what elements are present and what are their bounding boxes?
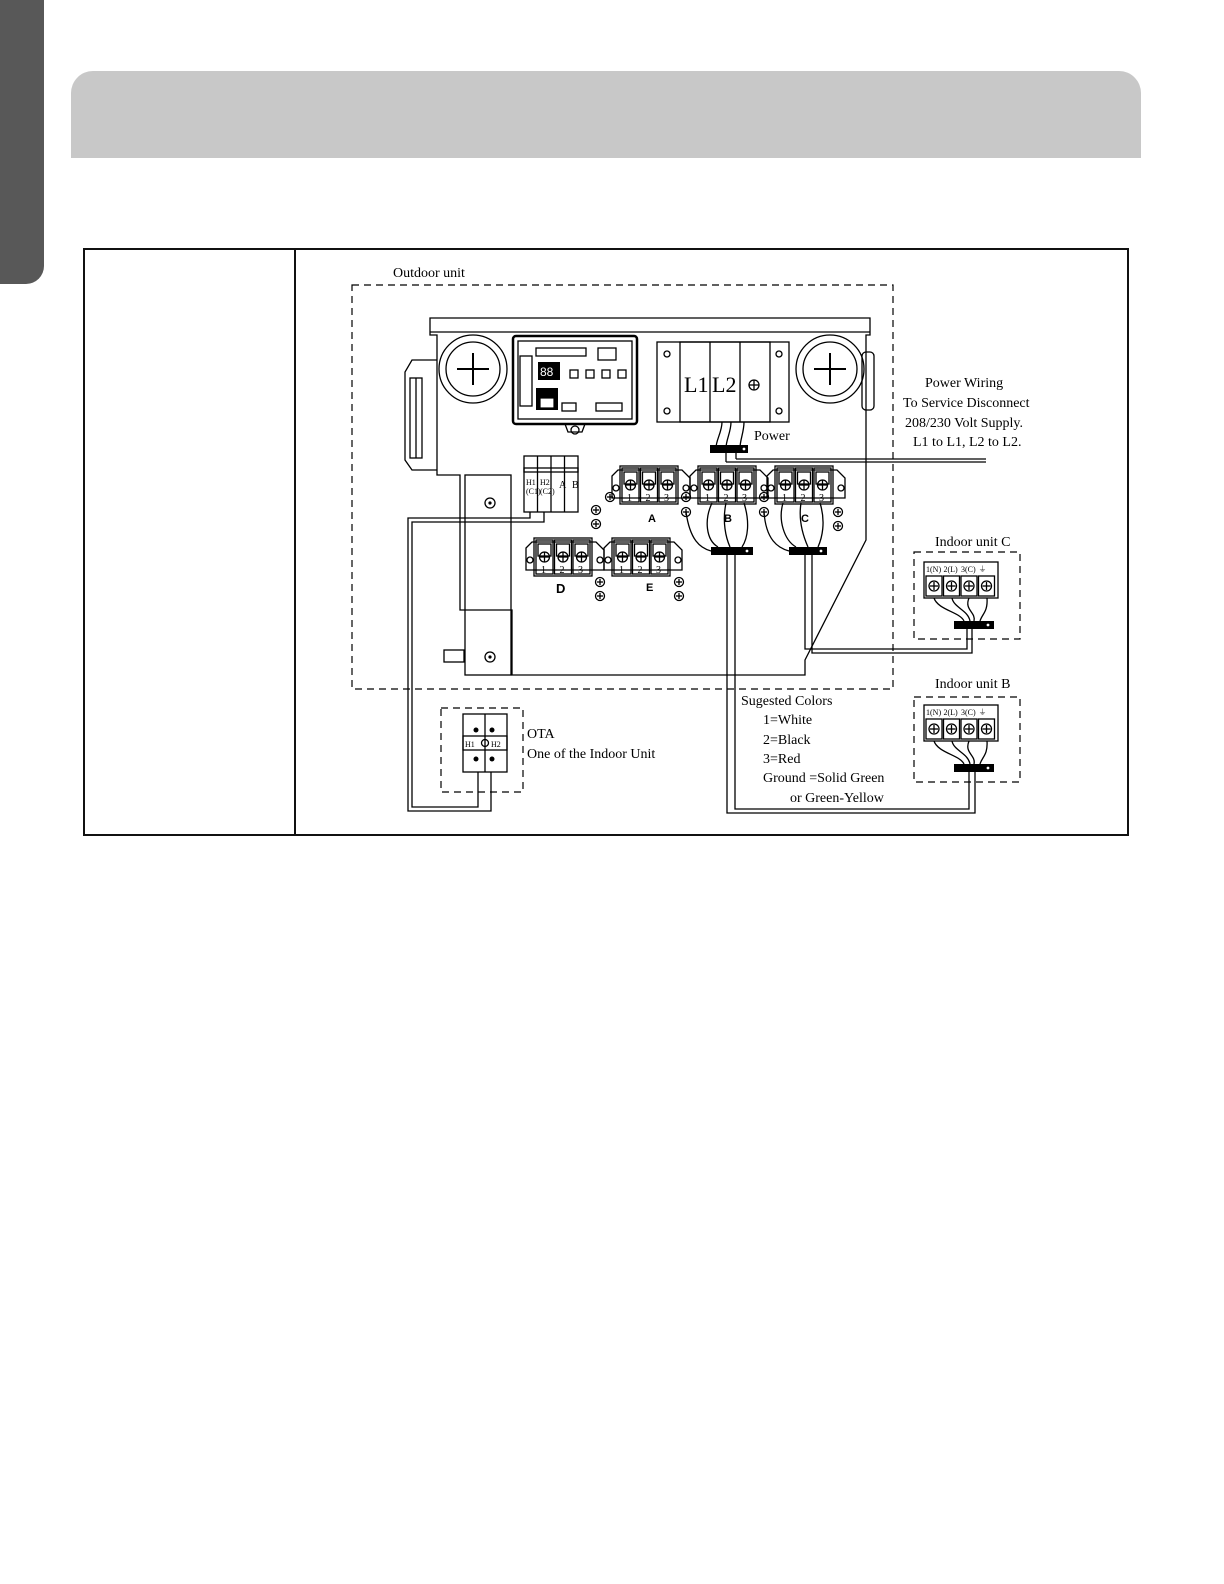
indoor-unit-b-title: Indoor unit B [935,677,1011,692]
screw-icon [592,506,601,515]
control-board [513,336,637,434]
indoor-pin-label: 1(N) [926,565,942,574]
power-wiring-line-2: To Service Disconnect [903,396,1030,411]
terminal-pin-label: 3 [578,565,583,576]
terminal-block-label: D [556,581,566,596]
indoor-pin-label: ⏚ [978,708,987,717]
screw-icon [606,493,615,502]
suggested-colors-title: Sugested Colors [741,694,833,709]
ota-terminal-h2: H2 [491,740,501,749]
suggested-colors-line-2: 2=Black [763,733,811,748]
terminal-block-label: C [801,513,809,525]
screw-icon [675,592,684,601]
power-wiring-line-3: 208/230 Volt Supply. [905,416,1023,431]
terminal-pin-label: 3 [664,493,669,504]
indoor-unit-c-terminal [924,562,998,629]
indoor-pin-label: 3(C) [961,708,976,717]
power-terminal-l1: L1 [684,372,709,397]
terminal-block-e [604,538,684,601]
outdoor-unit-label: Outdoor unit [393,266,465,281]
power-wiring-line-1: Power Wiring [925,376,1004,391]
ota-subtitle: One of the Indoor Unit [527,747,656,762]
comm-terminal-b: B [572,480,579,491]
comm-terminal-a: A [559,480,567,491]
ota-terminal-h1: H1 [465,740,475,749]
comm-terminal-h1: H1 [526,478,536,487]
terminal-pin-label: 2 [637,565,643,576]
terminal-pin-label: 2 [559,565,565,576]
comm-terminal-block [524,456,579,512]
screw-icon [596,592,605,601]
knockout-left [439,335,507,403]
suggested-colors-line-4: Ground =Solid Green [763,771,885,786]
comm-terminal-h2: H2 [540,478,550,487]
screw-icon [675,578,684,587]
ota-title: OTA [527,727,555,742]
terminal-block-a [592,466,691,529]
terminal-pin-label: 3 [819,493,824,504]
indoor-pin-label: 2(L) [943,708,958,717]
suggested-colors-line-1: 1=White [763,713,813,728]
terminal-pin-label: 2 [723,493,729,504]
indoor-pin-label: 1(N) [926,708,942,717]
screw-icon [834,522,843,531]
terminal-pin-label: 1 [705,493,710,504]
screw-icon [592,520,601,529]
terminal-block-c [760,466,846,531]
indoor-pin-label: 3(C) [961,565,976,574]
terminal-pin-label: 3 [742,493,747,504]
terminal-pin-label: 3 [656,565,661,576]
knockout-right [796,335,864,403]
terminal-pin-label: 2 [800,493,806,504]
indoor-unit-b-terminal [924,705,998,772]
power-wiring-line-4: L1 to L1, L2 to L2. [913,435,1022,450]
suggested-colors-line-3: 3=Red [763,752,801,767]
terminal-pin-label: 1 [541,565,546,576]
svg-text:88: 88 [540,365,554,379]
suggested-colors-line-5: or Green-Yellow [790,791,884,806]
screw-icon [682,493,691,502]
svg-text:(C2): (C2) [540,487,555,496]
power-terminal-block [657,342,789,422]
terminal-block-label: E [646,582,654,594]
ground-icon [749,380,759,390]
indoor-pin-label: ⏚ [978,565,987,574]
terminal-block-label: A [648,513,656,525]
power-label: Power [754,429,790,444]
ota-terminal [463,714,507,791]
terminal-pin-label: 1 [619,565,624,576]
screw-icon [834,508,843,517]
terminal-pin-label: 1 [782,493,787,504]
power-terminal-l2: L2 [712,372,737,397]
indoor-pin-label: 2(L) [943,565,958,574]
indoor-unit-c-title: Indoor unit C [935,535,1011,550]
screw-icon [596,578,605,587]
terminal-block-d [526,538,605,601]
terminal-pin-label: 2 [645,493,651,504]
svg-text:(C1): (C1) [526,487,541,496]
terminal-pin-label: 1 [627,493,632,504]
terminal-block-label: B [724,513,732,525]
